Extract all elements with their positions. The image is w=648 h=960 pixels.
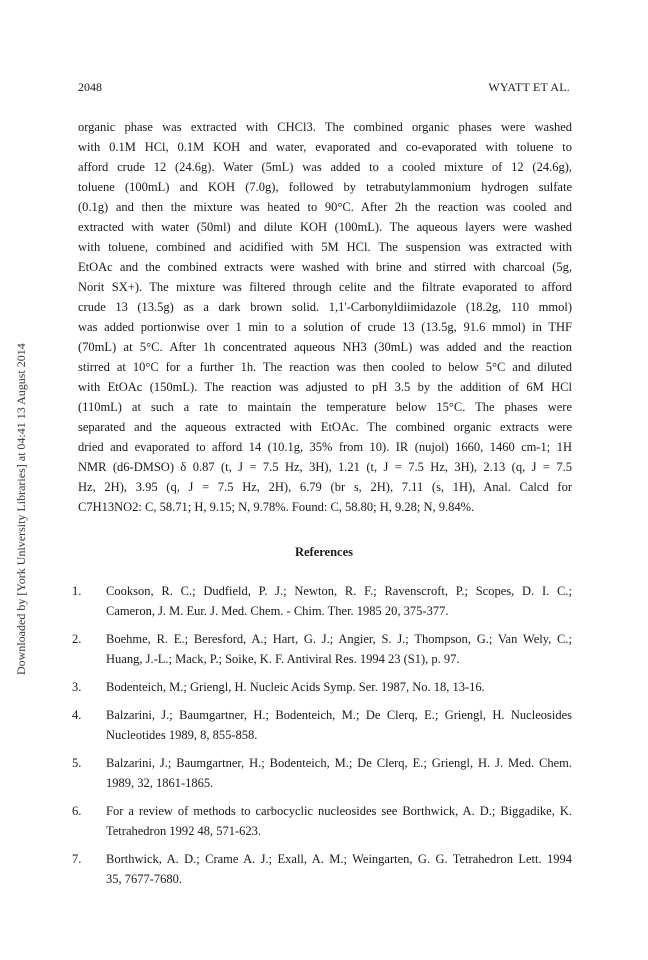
body-line: with toluene, combined and acidified with 5M HCl. The suspension was extracted with <box>78 240 572 254</box>
body-line: (110mL) at such a rate to maintain the temperature below 15°C. The phases were <box>78 400 572 414</box>
body-line: with 0.1M HCl, 0.1M KOH and water, evaporated and co-evaporated with toluene to <box>78 140 572 154</box>
body-line: Hz, 2H), 3.95 (q, J = 7.5 Hz, 2H), 6.79 (br s, 2H), 7.11 (s, 1H), Anal. Calcd for <box>78 480 572 494</box>
body-line: toluene (100mL) and KOH (7.0g), followed by tetrabutylammonium hydrogen sulfate <box>78 180 572 194</box>
reference-item <box>72 753 572 793</box>
reference-line: Nucleotides 1989, 8, 855-858. <box>106 728 258 742</box>
body-line: (70mL) at 5°C. After 1h concentrated aqueous NH3 (30mL) was added and the reaction <box>78 340 572 354</box>
page-number: 2048 <box>78 80 102 94</box>
references-list <box>72 581 572 897</box>
reference-item <box>72 705 572 745</box>
reference-item <box>72 677 572 697</box>
body-line: EtOAc and the combined extracts were washed with brine and stirred with charcoal (5g, <box>78 260 572 274</box>
body-line: afford crude 12 (24.6g). Water (5mL) was added to a cooled mixture of 12 (24.6g), <box>78 160 572 174</box>
reference-item <box>72 849 572 889</box>
reference-number: 4. <box>72 708 82 722</box>
body-line: dried and evaporated to afford 14 (10.1g, 35% from 10). IR (nujol) 1660, 1460 cm-1; 1H <box>78 440 572 454</box>
running-head: WYATT ET AL. <box>488 80 570 94</box>
reference-line: Tetrahedron 1992 48, 571-623. <box>106 824 261 838</box>
body-line: extracted with water (50ml) and dilute KOH (100mL). The aqueous layers were washed <box>78 220 572 234</box>
reference-item <box>72 801 572 841</box>
reference-line: Balzarini, J.; Baumgartner, H.; Bodenteich, M.; De Clerq, E.; Griengl, H. Nucleosides <box>106 708 572 722</box>
reference-line: 35, 7677-7680. <box>106 872 183 886</box>
reference-number: 3. <box>72 680 82 694</box>
body-line: crude 13 (13.5g) as a dark brown solid. 1,1'-Carbonyldiimidazole (18.2g, 110 mmol) <box>78 300 572 314</box>
body-line: was added portionwise over 1 min to a solution of crude 13 (13.5g, 91.6 mmol) in THF <box>78 320 572 334</box>
body-line: stirred at 10°C for a further 1h. The reaction was then cooled to below 5°C and diluted <box>78 360 572 374</box>
reference-line: Borthwick, A. D.; Crame A. J.; Exall, A. M.; Weingarten, G. G. Tetrahedron Lett. 1994 <box>106 852 572 866</box>
download-notice: Downloaded by [York University Libraries] at 04:41 13 August 2014 <box>14 343 28 675</box>
reference-item <box>72 629 572 669</box>
body-line: separated and the aqueous extracted with EtOAc. The combined organic extracts were <box>78 420 572 434</box>
reference-line: Cameron, J. M. Eur. J. Med. Chem. - Chim. Ther. 1985 20, 375-377. <box>106 604 449 618</box>
reference-item <box>72 581 572 621</box>
reference-number: 7. <box>72 852 82 866</box>
reference-line: Balzarini, J.; Baumgartner, H.; Bodenteich, M.; De Clerq, E.; Griengl, H. J. Med. Chem. <box>106 756 572 770</box>
reference-number: 5. <box>72 756 82 770</box>
body-line: C7H13NO2: C, 58.71; H, 9.15; N, 9.78%. Found: C, 58.80; H, 9.28; N, 9.84%. <box>78 500 475 514</box>
reference-line: For a review of methods to carbocyclic nucleosides see Borthwick, A. D.; Biggadike, K. <box>106 804 572 818</box>
body-line: Norit SX+). The mixture was filtered through celite and the filtrate evaporated to afford <box>78 280 572 294</box>
reference-number: 2. <box>72 632 82 646</box>
reference-line: Boehme, R. E.; Beresford, A.; Hart, G. J.; Angier, S. J.; Thompson, G.; Van Wely, C.; <box>106 632 572 646</box>
body-line: with EtOAc (150mL). The reaction was adjusted to pH 3.5 by the addition of 6M HCl <box>78 380 572 394</box>
body-line: NMR (d6-DMSO) δ 0.87 (t, J = 7.5 Hz, 3H), 1.21 (t, J = 7.5 Hz, 3H), 2.13 (q, J = 7.5 <box>78 460 572 474</box>
reference-line: Bodenteich, M.; Griengl, H. Nucleic Acids Symp. Ser. 1987, No. 18, 13-16. <box>106 680 485 694</box>
reference-number: 6. <box>72 804 82 818</box>
reference-line: 1989, 32, 1861-1865. <box>106 776 214 790</box>
body-line: (0.1g) and then the mixture was heated to 90°C. After 2h the reaction was cooled and <box>78 200 572 214</box>
reference-line: Cookson, R. C.; Dudfield, P. J.; Newton, R. F.; Ravenscroft, P.; Scopes, D. I. C.; <box>106 584 572 598</box>
body-paragraph <box>78 117 572 517</box>
reference-line: Huang, J.-L.; Mack, P.; Soike, K. F. Antiviral Res. 1994 23 (S1), p. 97. <box>106 652 460 666</box>
reference-number: 1. <box>72 584 82 598</box>
references-heading: References <box>294 545 354 559</box>
body-line: organic phase was extracted with CHCl3. The combined organic phases were washed <box>78 120 572 134</box>
